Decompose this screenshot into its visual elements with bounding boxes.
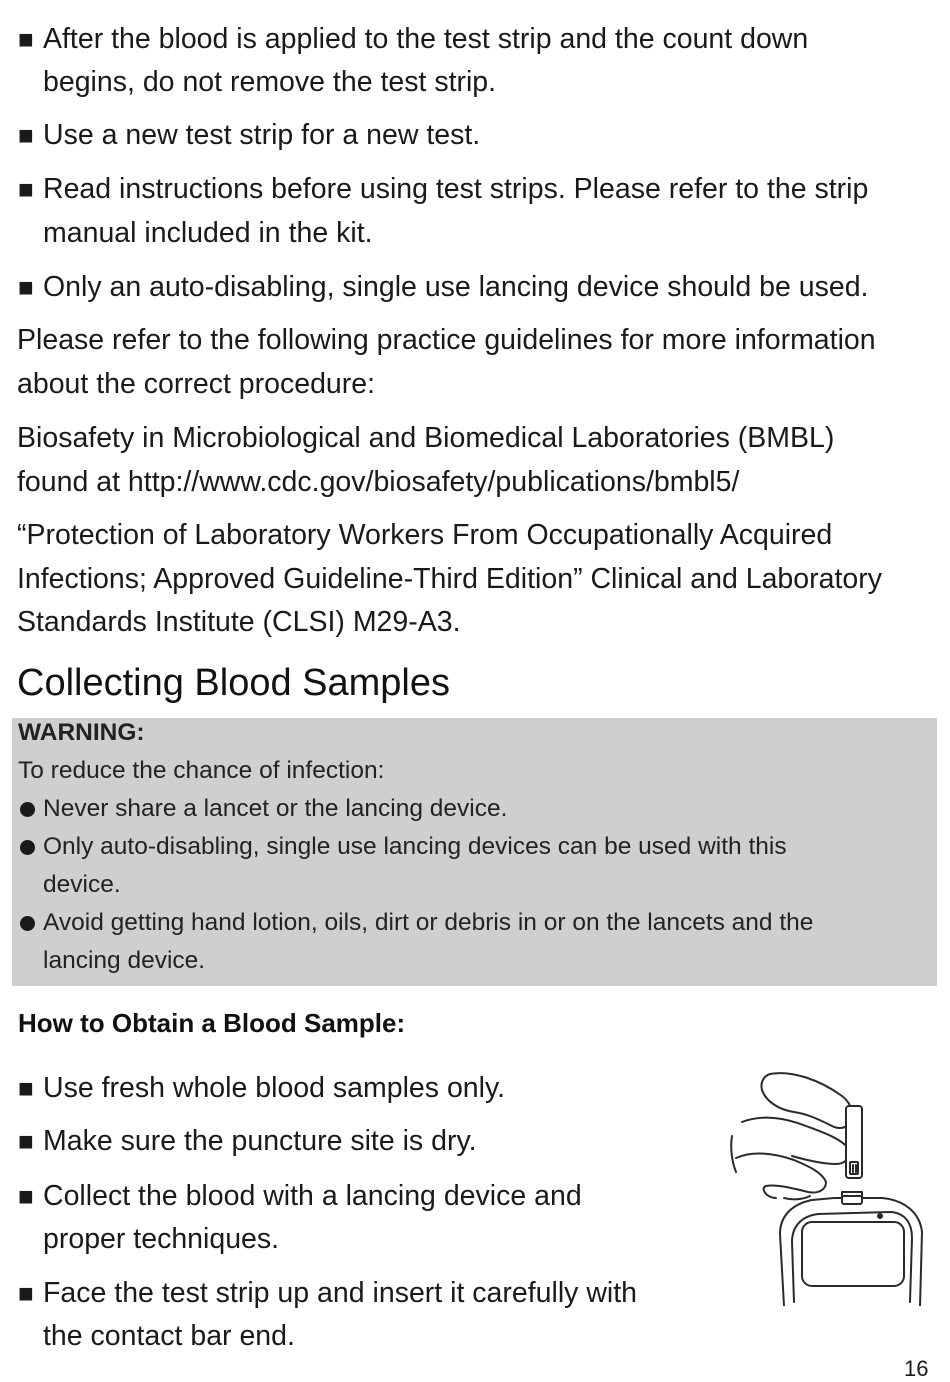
square-bullet-icon: ■ (18, 174, 34, 204)
section-title: Collecting Blood Samples (17, 662, 451, 704)
hand-inserting-test-strip-illustration (722, 1066, 928, 1306)
guidelines-paragraph-line-1: Please refer to the following practice guidelines for more information (17, 324, 876, 356)
intro-bullet-2-line-1: Use a new test strip for a new test. (43, 119, 481, 151)
intro-bullet-1-line-1: After the blood is applied to the test strip and the count down (43, 23, 809, 55)
bmbl-reference-line-1: Biosafety in Microbiological and Biomedical Laboratories (BMBL) (17, 422, 835, 454)
clsi-reference-line-2: Infections; Approved Guideline-Third Edition” Clinical and Laboratory (17, 563, 882, 595)
bmbl-reference-line-2: found at http://www.cdc.gov/biosafety/publications/bmbl5/ (17, 466, 740, 498)
guidelines-paragraph-line-2: about the correct procedure: (17, 368, 376, 400)
clsi-reference-line-3: Standards Institute (CLSI) M29-A3. (17, 606, 461, 638)
page-number: 16 (904, 1356, 929, 1381)
round-bullet-icon (20, 802, 35, 817)
intro-bullet-3-line-2: manual included in the kit. (43, 217, 373, 249)
sample-bullet-3-line-2: proper techniques. (43, 1223, 280, 1255)
subsection-title: How to Obtain a Blood Sample: (18, 1008, 406, 1038)
sample-bullet-4-line-2: the contact bar end. (43, 1320, 295, 1352)
square-bullet-icon: ■ (18, 1126, 34, 1156)
square-bullet-icon: ■ (18, 1181, 34, 1211)
round-bullet-icon (20, 840, 35, 855)
warning-item-1-line-1: Never share a lancet or the lancing device. (43, 795, 508, 822)
sample-bullet-2-line-1: Make sure the puncture site is dry. (43, 1125, 477, 1157)
warning-item-3-line-2: lancing device. (43, 947, 206, 974)
warning-item-3-line-1: Avoid getting hand lotion, oils, dirt or debris in or on the lancets and the (43, 909, 814, 936)
round-bullet-icon (20, 916, 35, 931)
intro-bullet-3-line-1: Read instructions before using test strips. Please refer to the strip (43, 173, 869, 205)
warning-title: WARNING: (18, 719, 145, 746)
square-bullet-icon: ■ (18, 272, 34, 302)
square-bullet-icon: ■ (18, 24, 34, 54)
sample-bullet-1-line-1: Use fresh whole blood samples only. (43, 1072, 506, 1104)
sample-bullet-4-line-1: Face the test strip up and insert it carefully with (43, 1277, 638, 1309)
warning-intro: To reduce the chance of infection: (18, 757, 385, 784)
square-bullet-icon: ■ (18, 1278, 34, 1308)
square-bullet-icon: ■ (18, 120, 34, 150)
clsi-reference-line-1: “Protection of Laboratory Workers From Occupationally Acquired (17, 519, 833, 551)
warning-item-2-line-1: Only auto-disabling, single use lancing devices can be used with this (43, 833, 787, 860)
warning-item-2-line-2: device. (43, 871, 121, 898)
sample-bullet-3-line-1: Collect the blood with a lancing device and (43, 1180, 582, 1212)
intro-bullet-4-line-1: Only an auto-disabling, single use lancing device should be used. (43, 271, 869, 303)
intro-bullet-1-line-2: begins, do not remove the test strip. (43, 66, 497, 98)
square-bullet-icon: ■ (18, 1073, 34, 1103)
